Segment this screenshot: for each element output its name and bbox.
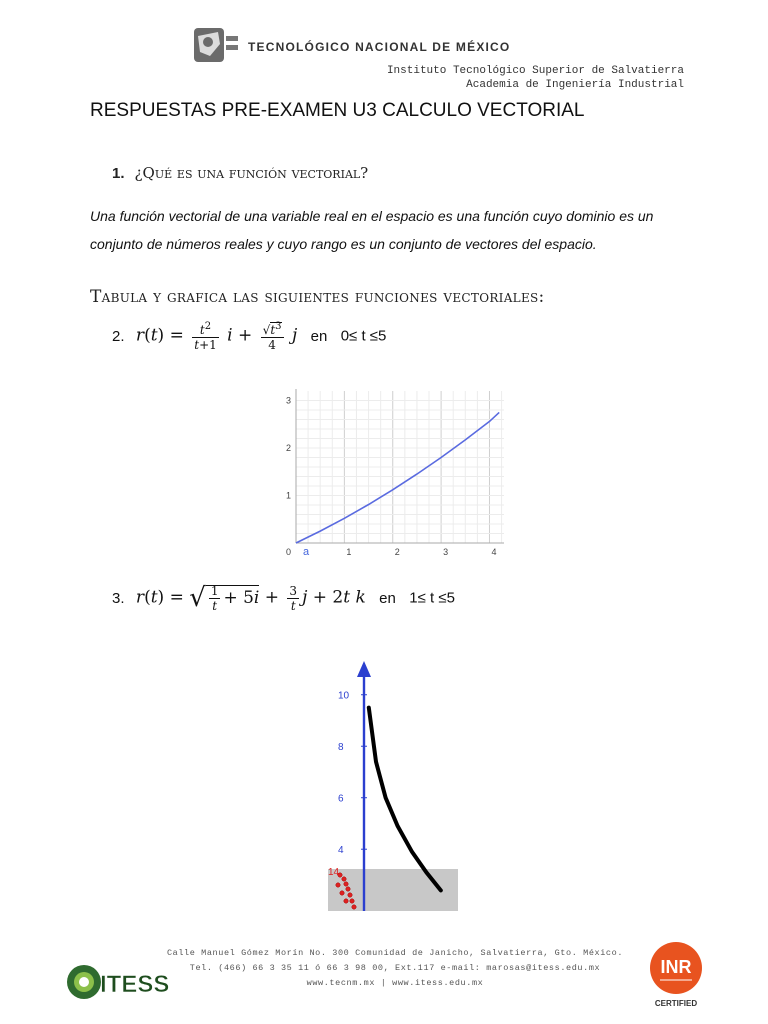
itess-logo-icon — [64, 960, 174, 1004]
graph-question-2 — [268, 383, 508, 568]
question-2-range: 0≤ t ≤5 — [340, 327, 387, 345]
graph-question-3-y-tick: 6 — [338, 793, 344, 805]
question-2-number: 2. — [112, 327, 125, 345]
footer-phone-email: Tel. (466) 66 3 35 11 ó 66 3 98 00, Ext.117 e-mail: marosas@itess.edu.mx — [189, 963, 601, 973]
graph-question-3-y-tick: 4 — [338, 845, 344, 857]
institution-main: TECNOLÓGICO NACIONAL DE MÉXICO — [248, 40, 511, 54]
graph-question-2-y-tick: 1 — [286, 490, 292, 501]
graph-question-2-x-tick: 3 — [443, 547, 449, 557]
graph-question-3 — [322, 655, 462, 915]
itess-logo-text: ITESS — [100, 971, 170, 998]
graph-question-2-y-tick: 3 — [286, 395, 292, 406]
graph-question-2-y-tick: 2 — [286, 443, 292, 453]
page-title: RESPUESTAS PRE-EXAMEN U3 CALCULO VECTORIAL — [90, 100, 585, 121]
question-3-range: 1≤ t ≤5 — [409, 589, 455, 607]
footer-address: Calle Manuel Gómez Morín No. 300 Comunidad de Janicho, Salvatierra, Gto. México. — [166, 948, 624, 958]
question-1-number: 1. — [112, 165, 125, 182]
question-1 — [112, 164, 368, 182]
graph-question-2-x-tick: 0 — [286, 547, 292, 557]
tecnm-logo-icon — [190, 22, 242, 70]
question-1-text: ¿Qué es una función vectorial? — [134, 164, 369, 182]
graph-question-3-curve — [369, 708, 441, 891]
question-1-answer: Una función vectorial de una variable real en el espacio es una función cuyo dominio es un conjunto de números reales y cuyo rango es un conjunto de vectores del espacio. — [90, 208, 654, 252]
institution-sub-line1: Instituto Tecnológico Superior de Salvatierra — [386, 65, 684, 77]
inr-logo-text: INR — [660, 957, 692, 977]
graph-question-2-x-tick: 2 — [394, 547, 400, 557]
axis-arrow-icon — [357, 661, 371, 677]
footer-contact — [150, 946, 640, 991]
inr-certified-logo-icon — [646, 940, 706, 1010]
question-3-number: 3. — [112, 589, 125, 607]
graph-question-2-x-tick: 4 — [491, 547, 497, 557]
graph-question-3-side-label: 14 — [328, 867, 340, 878]
graph-question-2-x-tick: 1 — [346, 547, 352, 557]
institution-sub-line2: Academia de Ingeniería Industrial — [466, 79, 684, 91]
equation-2: 2. r(t) = $\frac{t^2}{t+1}$ i + $\frac{√t^3}{4}$ j en 0≤ t ≤5 — [112, 321, 387, 352]
inr-certified-text: CERTIFIED — [654, 999, 698, 1008]
graph-question-2-point-label: a — [303, 546, 310, 558]
graph-question-3-y-tick: 10 — [338, 690, 350, 702]
question-2-range-word: en — [310, 327, 328, 345]
graph-question-3-y-tick: 8 — [338, 742, 344, 754]
graph-question-2-curve — [296, 412, 499, 543]
institution-sub — [387, 64, 684, 92]
equation-3: 3. r(t) = √ $\frac{1}{t}$ + 5i + $\frac{3}{t}$ j + 2t k en 1≤ t ≤5 — [112, 583, 455, 613]
section-heading: Tabula y grafica las siguientes funciones vectoriales: — [90, 287, 545, 307]
footer-web: www.tecnm.mx | www.itess.edu.mx — [306, 978, 484, 988]
question-3-range-word: en — [379, 589, 396, 607]
